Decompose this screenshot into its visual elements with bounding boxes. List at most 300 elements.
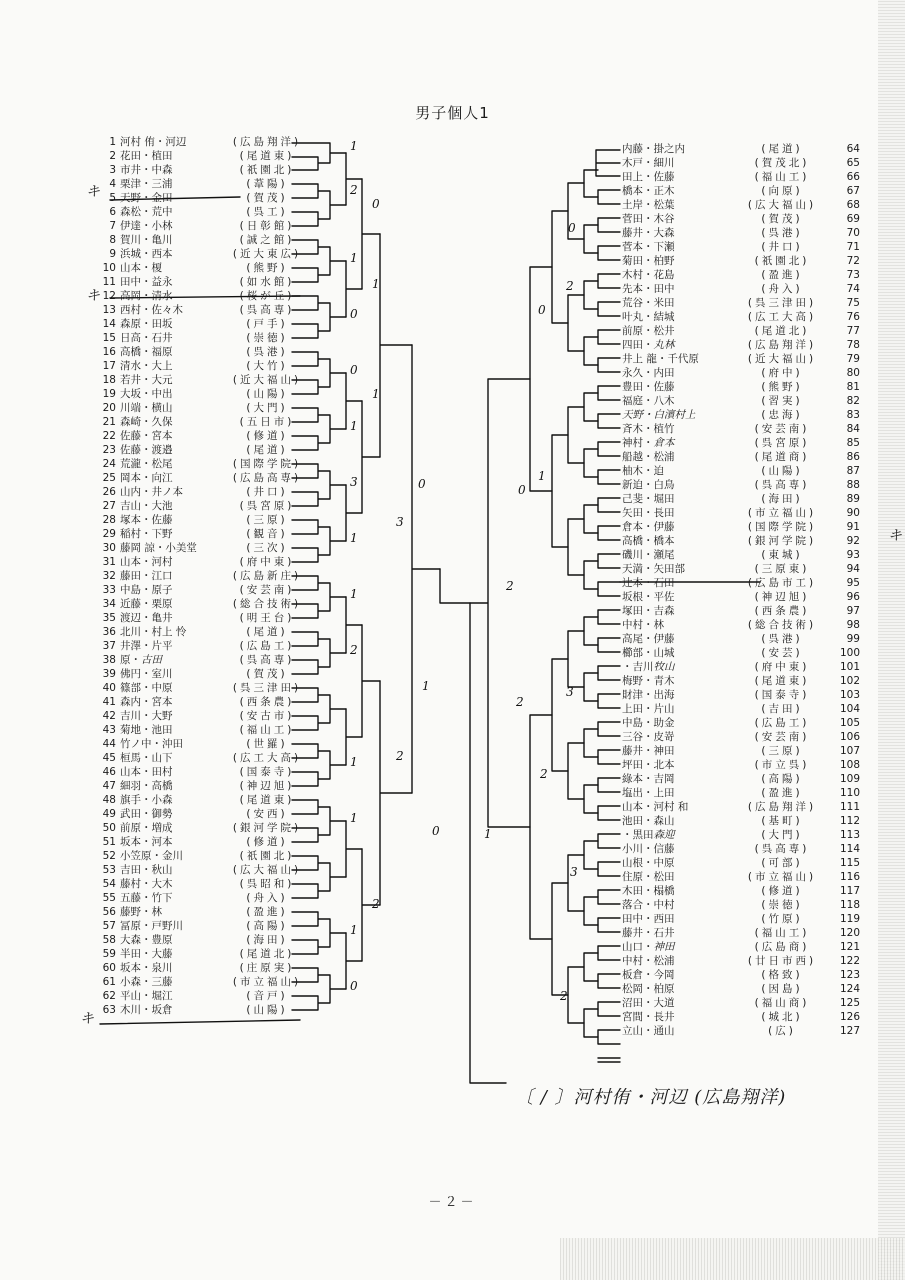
entry-names: 田上・佐藤: [622, 171, 675, 183]
entry-names: 山本・河村 和: [622, 801, 689, 813]
entry-school: (山陽): [246, 1004, 288, 1016]
entry-names: 桓馬・山下: [120, 752, 173, 764]
entry-school: (戸手): [246, 318, 288, 330]
right-entry: [622, 745, 860, 758]
entry-school: (習実): [761, 395, 803, 407]
right-entry: [622, 297, 860, 310]
entry-number: 42: [102, 710, 116, 722]
entry-names: 菊地・池田: [120, 724, 173, 736]
entry-school: (市立福山): [232, 976, 302, 988]
entry-number: 100: [839, 647, 860, 659]
entry-school: (葦陽): [246, 178, 288, 190]
entry-names: 池田・森山: [622, 815, 675, 827]
handwritten-correction: 牧山: [653, 661, 675, 673]
entry-number: 61: [102, 976, 116, 988]
entry-number: 101: [839, 661, 860, 673]
entry-number: 51: [102, 836, 116, 848]
entry-number: 31: [102, 556, 116, 568]
left-entry: [94, 206, 314, 219]
entry-number: 35: [102, 612, 116, 624]
right-entry: [622, 717, 860, 730]
svg-text:3: 3: [350, 475, 358, 489]
entry-number: 4: [109, 178, 116, 190]
entry-number: 50: [102, 822, 116, 834]
entry-number: 121: [839, 941, 860, 953]
left-entry: [94, 990, 314, 1003]
right-entry: [622, 367, 860, 380]
right-entry: [622, 773, 860, 786]
right-entry: [622, 423, 860, 436]
entry-number: 46: [102, 766, 116, 778]
right-entry: [622, 591, 860, 604]
right-entry: [622, 283, 860, 296]
entry-names: 木田・榻橋: [622, 885, 675, 897]
right-entry: [622, 815, 860, 828]
entry-names: 森松・荒中: [120, 206, 173, 218]
entry-number: 111: [839, 801, 860, 813]
entry-number: 84: [846, 423, 860, 435]
left-entry: [94, 528, 314, 541]
entry-names: 叶丸・結城: [622, 311, 675, 323]
entry-school: (安芸南): [754, 423, 810, 435]
handwritten-correction: 神田: [653, 941, 675, 953]
entry-number: 41: [102, 696, 116, 708]
entry-number: 28: [102, 514, 116, 526]
entry-names: 森原・田坂: [120, 318, 173, 330]
entry-school: (日彰館): [239, 220, 295, 232]
svg-text:3: 3: [396, 515, 404, 529]
entry-school: (尾道東): [239, 150, 295, 162]
entry-names: 塩出・上田: [622, 787, 675, 799]
entry-school: (広島高専): [232, 472, 302, 484]
entry-school: (三次): [246, 542, 288, 554]
entry-school: (尾道東): [239, 794, 295, 806]
final-connector: [440, 569, 506, 1083]
svg-text:2: 2: [350, 643, 358, 657]
entry-school: (井口): [246, 486, 288, 498]
entry-school: (崇徳): [761, 899, 803, 911]
left-entry: [94, 192, 314, 205]
entry-names: 小森・三藤: [120, 976, 173, 988]
left-entry: [94, 878, 314, 891]
left-entry: [94, 234, 314, 247]
right-entry: [622, 633, 860, 646]
entry-names: 木川・坂倉: [120, 1004, 173, 1016]
entry-school: (忠海): [761, 409, 803, 421]
entry-names: 田中・益永: [120, 276, 173, 288]
entry-school: (広島市工): [747, 577, 817, 589]
entry-names: 小笠原・金川: [120, 850, 183, 862]
entry-names: 近藤・栗原: [120, 598, 173, 610]
right-semi: [470, 379, 530, 827]
entry-number: 96: [846, 591, 860, 603]
entry-school: (市立呉): [754, 759, 810, 771]
entry-number: 20: [102, 402, 116, 414]
svg-text:2: 2: [372, 897, 380, 911]
entry-school: (福山工): [754, 927, 810, 939]
entry-names: 橋本・正木: [622, 185, 675, 197]
entry-number: 85: [846, 437, 860, 449]
entry-names: 細羽・高橋: [120, 780, 173, 792]
entry-number: 95: [846, 577, 860, 589]
svg-text:1: 1: [372, 387, 380, 401]
entry-school: (広島新庄): [232, 570, 302, 582]
entry-names: 稲村・下野: [120, 528, 173, 540]
svg-text:3: 3: [570, 865, 578, 879]
entry-names: 冨原・戸野川: [120, 920, 183, 932]
entry-names: 梅野・青木: [622, 675, 675, 687]
page-number: －２－: [428, 1195, 477, 1210]
entry-school: (福山工): [239, 724, 295, 736]
entry-number: 18: [102, 374, 116, 386]
svg-text:2: 2: [396, 749, 404, 763]
entry-school: (呉工): [246, 206, 288, 218]
entry-school: (海田): [246, 934, 288, 946]
left-entry: [94, 402, 314, 415]
entry-school: (呉三津田): [232, 682, 302, 694]
left-entry: [94, 766, 314, 779]
entry-names: 櫛部・山城: [622, 647, 675, 659]
entry-names: 菅田・木谷: [622, 213, 675, 225]
left-entry: [94, 584, 314, 597]
left-entry: [94, 962, 314, 975]
entry-number: 118: [839, 899, 860, 911]
entry-school: (山陽): [246, 388, 288, 400]
left-entry: [94, 640, 314, 653]
entry-school: (安古市): [239, 710, 295, 722]
svg-text:2: 2: [566, 279, 574, 293]
svg-text:2: 2: [540, 767, 548, 781]
entry-names: 内藤・掛之内: [622, 143, 685, 155]
svg-text:1: 1: [422, 679, 430, 693]
entry-names: 原・古田: [120, 654, 162, 666]
entry-number: 94: [846, 563, 860, 575]
entry-names: 豊田・佐藤: [622, 381, 675, 393]
entry-names: 武田・御勢: [120, 808, 173, 820]
entry-school: (神辺旭): [239, 780, 295, 792]
entry-number: 69: [846, 213, 860, 225]
entry-number: 66: [846, 171, 860, 183]
entry-school: (高陽): [761, 773, 803, 785]
margin-mark-1: キ: [86, 184, 100, 200]
entry-school: (高陽): [246, 920, 288, 932]
right-entry: [622, 675, 860, 688]
entry-names: 佐藤・渡邉: [120, 444, 173, 456]
entry-names: 田中・西田: [622, 913, 675, 925]
left-r5: [380, 234, 412, 905]
right-entry: [622, 605, 860, 618]
right-entry: [622, 997, 860, 1010]
left-entry: [94, 514, 314, 527]
svg-text:0: 0: [568, 221, 576, 235]
entry-names: 山根・中原: [622, 857, 675, 869]
entry-names: 菊田・柏野: [622, 255, 675, 267]
entry-school: (呉昭和): [239, 878, 295, 890]
entry-number: 58: [102, 934, 116, 946]
entry-names: 伊達・小林: [120, 220, 173, 232]
entry-number: 48: [102, 794, 116, 806]
entry-school: (大門): [246, 402, 288, 414]
entry-school: (尾道): [246, 626, 288, 638]
left-entry: [94, 178, 314, 191]
right-entry: [622, 157, 860, 170]
entry-names: 河村 侑・河辺: [120, 136, 187, 148]
entry-school: (海田): [761, 493, 803, 505]
svg-text:0: 0: [418, 477, 426, 491]
entry-school: (呉高専): [239, 654, 295, 666]
entry-number: 81: [846, 381, 860, 393]
entry-number: 60: [102, 962, 116, 974]
right-entry: [622, 1025, 860, 1038]
left-entry: [94, 444, 314, 457]
entry-number: 59: [102, 948, 116, 960]
entry-names: 前原・増成: [120, 822, 173, 834]
entry-number: 39: [102, 668, 116, 680]
entry-names: 井澤・片平: [120, 640, 173, 652]
left-entry: [94, 836, 314, 849]
right-entry: [622, 213, 860, 226]
right-entry: [622, 199, 860, 212]
entry-names: 山内・井ノ本: [120, 486, 183, 498]
entry-names: 坂根・平佐: [622, 591, 675, 603]
entry-number: 123: [839, 969, 860, 981]
entry-names: 塚田・吉森: [622, 605, 675, 617]
entry-school: (三原): [761, 745, 803, 757]
entry-school: (山陽): [761, 465, 803, 477]
entry-number: 44: [102, 738, 116, 750]
entry-school: (総合技術): [232, 598, 302, 610]
entry-number: 114: [839, 843, 860, 855]
left-entry: [94, 920, 314, 933]
svg-text:0: 0: [350, 979, 358, 993]
entry-school: (広工大高): [747, 311, 817, 323]
entry-number: 110: [839, 787, 860, 799]
entry-number: 53: [102, 864, 116, 876]
entry-number: 38: [102, 654, 116, 666]
right-entry: [622, 339, 860, 352]
left-entry: [94, 654, 314, 667]
entry-number: 12: [102, 290, 116, 302]
entry-names: 平山・堀江: [120, 990, 173, 1002]
entry-names: 荒谷・米田: [622, 297, 675, 309]
left-entry: [94, 780, 314, 793]
entry-number: 93: [846, 549, 860, 561]
right-entry: [622, 409, 860, 422]
entry-names: 日高・石井: [120, 332, 173, 344]
entry-names: 柚木・迫: [622, 465, 664, 477]
svg-text:0: 0: [518, 483, 526, 497]
right-entry: [622, 395, 860, 408]
entry-number: 13: [102, 304, 116, 316]
entry-number: 57: [102, 920, 116, 932]
right-entry: [622, 185, 860, 198]
left-entry: [94, 738, 314, 751]
entry-names: 松岡・柏原: [622, 983, 675, 995]
right-entry: [622, 689, 860, 702]
entry-names: 藤井・大森: [622, 227, 675, 239]
entry-names: 森内・宮本: [120, 696, 173, 708]
entry-number: 104: [839, 703, 860, 715]
entry-school: (福山商): [754, 997, 810, 1009]
entry-names: 市井・中森: [120, 164, 173, 176]
entry-number: 127: [839, 1025, 860, 1037]
right-entry: [622, 647, 860, 660]
entry-number: 67: [846, 185, 860, 197]
entry-school: (西条農): [239, 696, 295, 708]
entry-school: (西条農): [754, 605, 810, 617]
entry-school: (安西): [246, 808, 288, 820]
entry-school: (東城): [761, 549, 803, 561]
entry-school: (格致): [761, 969, 803, 981]
entry-school: (広): [768, 1025, 796, 1037]
left-entry: [94, 808, 314, 821]
entry-number: 63: [102, 1004, 116, 1016]
right-entry: [622, 843, 860, 856]
right-entry: [622, 857, 860, 870]
entry-number: 125: [839, 997, 860, 1009]
entry-number: 3: [109, 164, 116, 176]
entry-number: 9: [109, 248, 116, 260]
entry-school: (観音): [246, 528, 288, 540]
left-entry: [94, 724, 314, 737]
entry-number: 102: [839, 675, 860, 687]
entry-number: 33: [102, 584, 116, 596]
entry-school: (賀茂): [761, 213, 803, 225]
entry-names: 若井・大元: [120, 374, 173, 386]
entry-school: (国際学院): [232, 458, 302, 470]
entry-names: 永久・内田: [622, 367, 675, 379]
entry-names: 清水・大上: [120, 360, 173, 372]
entry-number: 90: [846, 507, 860, 519]
right-r2: [584, 170, 598, 1037]
left-entry: [94, 430, 314, 443]
entry-number: 98: [846, 619, 860, 631]
entry-names: 山本・田村: [120, 766, 173, 778]
entry-number: 47: [102, 780, 116, 792]
left-entry: [94, 682, 314, 695]
entry-school: (近大福山): [747, 353, 817, 365]
entry-school: (桜が丘): [239, 290, 295, 302]
entry-number: 30: [102, 542, 116, 554]
entry-school: (安芸): [761, 647, 803, 659]
entry-school: (誠之館): [239, 234, 295, 246]
entry-names: 沼田・大道: [622, 997, 675, 1009]
entry-names: 板倉・今岡: [622, 969, 675, 981]
entry-number: 117: [839, 885, 860, 897]
entry-school: (舟入): [761, 283, 803, 295]
entry-names: 花田・植田: [120, 150, 173, 162]
entry-names: 浜城・西本: [120, 248, 173, 260]
entry-number: 124: [839, 983, 860, 995]
left-entry: [94, 500, 314, 513]
margin-mark-3: キ: [80, 1011, 94, 1027]
entry-school: (広島商): [754, 941, 810, 953]
entry-number: 7: [109, 220, 116, 232]
entry-names: 竹ノ中・沖田: [120, 738, 183, 750]
entry-number: 109: [839, 773, 860, 785]
right-entry: [622, 899, 860, 912]
left-entry: [94, 318, 314, 331]
left-entry: [94, 892, 314, 905]
entry-names: 高岡・清水: [120, 290, 173, 302]
entry-school: (向原): [761, 185, 803, 197]
entry-names: 福庭・八木: [622, 395, 675, 407]
entry-names: 坂本・泉川: [120, 962, 173, 974]
svg-text:1: 1: [350, 251, 358, 265]
entry-names: 高尾・伊藤: [622, 633, 675, 645]
entry-names: 岡本・向江: [120, 472, 173, 484]
right-entry: [622, 437, 860, 450]
entry-number: 68: [846, 199, 860, 211]
entry-school: (尾道北): [239, 948, 295, 960]
entry-school: (賀茂北): [754, 157, 810, 169]
entry-number: 15: [102, 332, 116, 344]
left-entry: [94, 598, 314, 611]
entry-school: (総合技術): [747, 619, 817, 631]
entry-names: 綠本・吉岡: [622, 773, 675, 785]
left-entry: [94, 164, 314, 177]
left-entry: [94, 304, 314, 317]
entry-number: 36: [102, 626, 116, 638]
entry-school: (井口): [761, 241, 803, 253]
entry-school: (呉宮原): [239, 500, 295, 512]
entry-names: 倉本・伊藤: [622, 521, 675, 533]
left-entry: [94, 332, 314, 345]
entry-school: (呉三津田): [747, 297, 817, 309]
entry-number: 103: [839, 689, 860, 701]
right-entry: [622, 381, 860, 394]
right-entry: [622, 465, 860, 478]
entry-number: 106: [839, 731, 860, 743]
right-entry: [622, 227, 860, 240]
right-entry: [622, 549, 860, 562]
left-entry: [94, 220, 314, 233]
entry-number: 113: [839, 829, 860, 841]
winner-line: 〔 / 〕河村侑・河辺 (広島翔洋): [515, 1087, 787, 1108]
entry-school: (銀河学院): [232, 822, 302, 834]
entry-school: (安芸南): [239, 584, 295, 596]
entry-names: 高橋・橋本: [622, 535, 675, 547]
entry-school: (呉港): [246, 346, 288, 358]
left-entry: [94, 388, 314, 401]
right-entry: [622, 493, 860, 506]
entry-number: 45: [102, 752, 116, 764]
entry-number: 52: [102, 850, 116, 862]
entry-names: 山口・神田: [622, 941, 675, 953]
right-entry: [622, 983, 860, 996]
entry-names: 荒瀧・松尾: [120, 458, 173, 470]
right-entry: [622, 325, 860, 338]
entry-school: (如水館): [239, 276, 295, 288]
entry-number: 116: [839, 871, 860, 883]
entry-school: (尾道商): [754, 451, 810, 463]
entry-number: 49: [102, 808, 116, 820]
right-entry: [622, 507, 860, 520]
entry-names: 上田・片山: [622, 703, 675, 715]
left-entry: [94, 626, 314, 639]
right-entry: [622, 479, 860, 492]
left-entry: [94, 458, 314, 471]
right-entry: [622, 885, 860, 898]
entry-school: (世羅): [246, 738, 288, 750]
entry-names: 佐藤・宮本: [120, 430, 173, 442]
entry-school: (広大福山): [232, 864, 302, 876]
entry-number: 122: [839, 955, 860, 967]
strike-left-62: [100, 1020, 300, 1024]
left-entry: [94, 262, 314, 275]
entry-number: 71: [846, 241, 860, 253]
entry-number: 64: [846, 143, 860, 155]
